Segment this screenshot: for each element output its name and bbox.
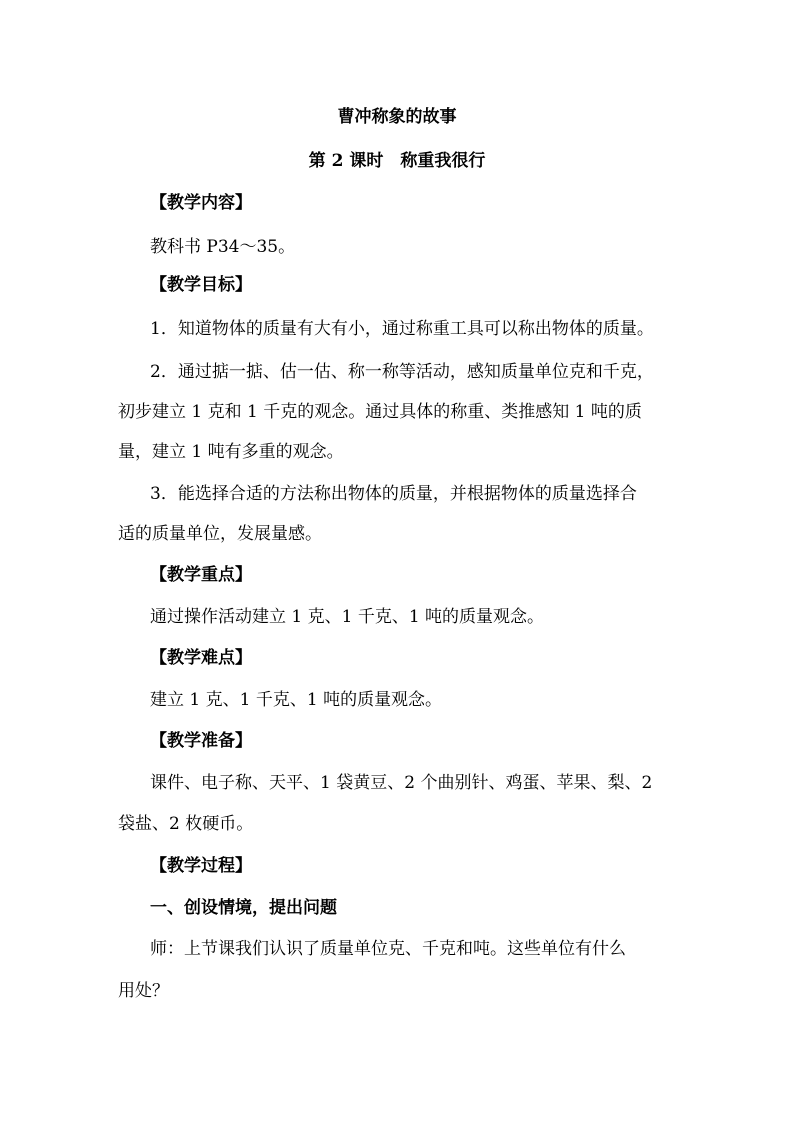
heading-preparation: 【教学准备】 [150,731,252,751]
objective-2-line2: 初步建立 1 克和 1 千克的观念。通过具体的称重、类推感知 1 吨的质 [118,402,642,422]
document-title: 曹冲称象的故事 [337,107,457,127]
preparation-line1: 课件、电子称、天平、1 袋黄豆、2 个曲别针、鸡蛋、苹果、梨、2 [150,773,653,793]
difficulties-text: 建立 1 克、1 千克、1 吨的质量观念。 [150,690,443,710]
objective-2-line3: 量，建立 1 吨有多重的观念。 [118,442,344,462]
objective-2-line1: 2．通过掂一掂、估一估、称一称等活动，感知质量单位克和千克， [150,362,654,382]
objective-1: 1．知道物体的质量有大有小，通过称重工具可以称出物体的质量。 [150,319,654,339]
key-points-text: 通过操作活动建立 1 克、1 千克、1 吨的质量观念。 [150,607,545,627]
part1-heading: 一、创设情境，提出问题 [150,898,337,918]
heading-content: 【教学内容】 [150,193,252,213]
lesson-subtitle: 第 2 课时 称重我很行 [308,151,486,171]
part1-line1: 师：上节课我们认识了质量单位克、千克和吨。这些单位有什么 [150,939,626,959]
heading-objectives: 【教学目标】 [150,275,252,295]
part1-line2: 用处？ [118,981,169,1001]
content-text: 教科书 P34～35。 [150,237,296,257]
objective-3-line2: 适的质量单位，发展量感。 [118,524,322,544]
heading-difficulties: 【教学难点】 [150,648,252,668]
preparation-line2: 袋盐、2 枚硬币。 [118,814,254,834]
heading-process: 【教学过程】 [150,856,252,876]
heading-key-points: 【教学重点】 [150,565,252,585]
objective-3-line1: 3．能选择合适的方法称出物体的质量，并根据物体的质量选择合 [150,484,637,504]
